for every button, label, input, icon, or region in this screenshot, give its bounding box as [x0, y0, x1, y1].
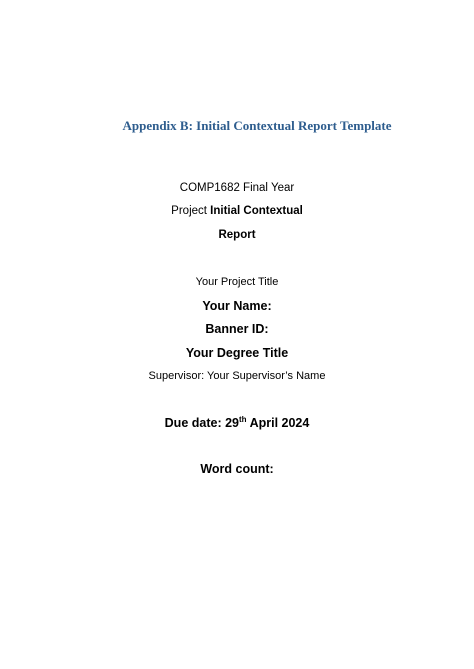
- appendix-heading: Appendix B: Initial Contextual Report Template: [122, 118, 392, 133]
- due-date: [0, 416, 474, 430]
- name-label: Your Name:: [202, 299, 272, 313]
- project-bold-text: Initial Contextual: [210, 205, 303, 217]
- due-date-superscript: th: [239, 414, 247, 424]
- due-date-prefix: Due date: 29: [164, 416, 239, 430]
- project-prefix: Project: [171, 205, 207, 217]
- degree-title: Your Degree Title: [185, 346, 289, 360]
- word-count-label: Word count:: [200, 462, 274, 476]
- project-title: Your Project Title: [195, 276, 279, 288]
- report-line: Report: [218, 229, 256, 241]
- project-line: [0, 205, 474, 217]
- course-line: COMP1682 Final Year: [179, 182, 295, 194]
- due-date-suffix: April 2024: [249, 416, 310, 430]
- supervisor-line: Supervisor: Your Supervisor’s Name: [148, 370, 326, 382]
- banner-id-label: Banner ID:: [205, 322, 269, 336]
